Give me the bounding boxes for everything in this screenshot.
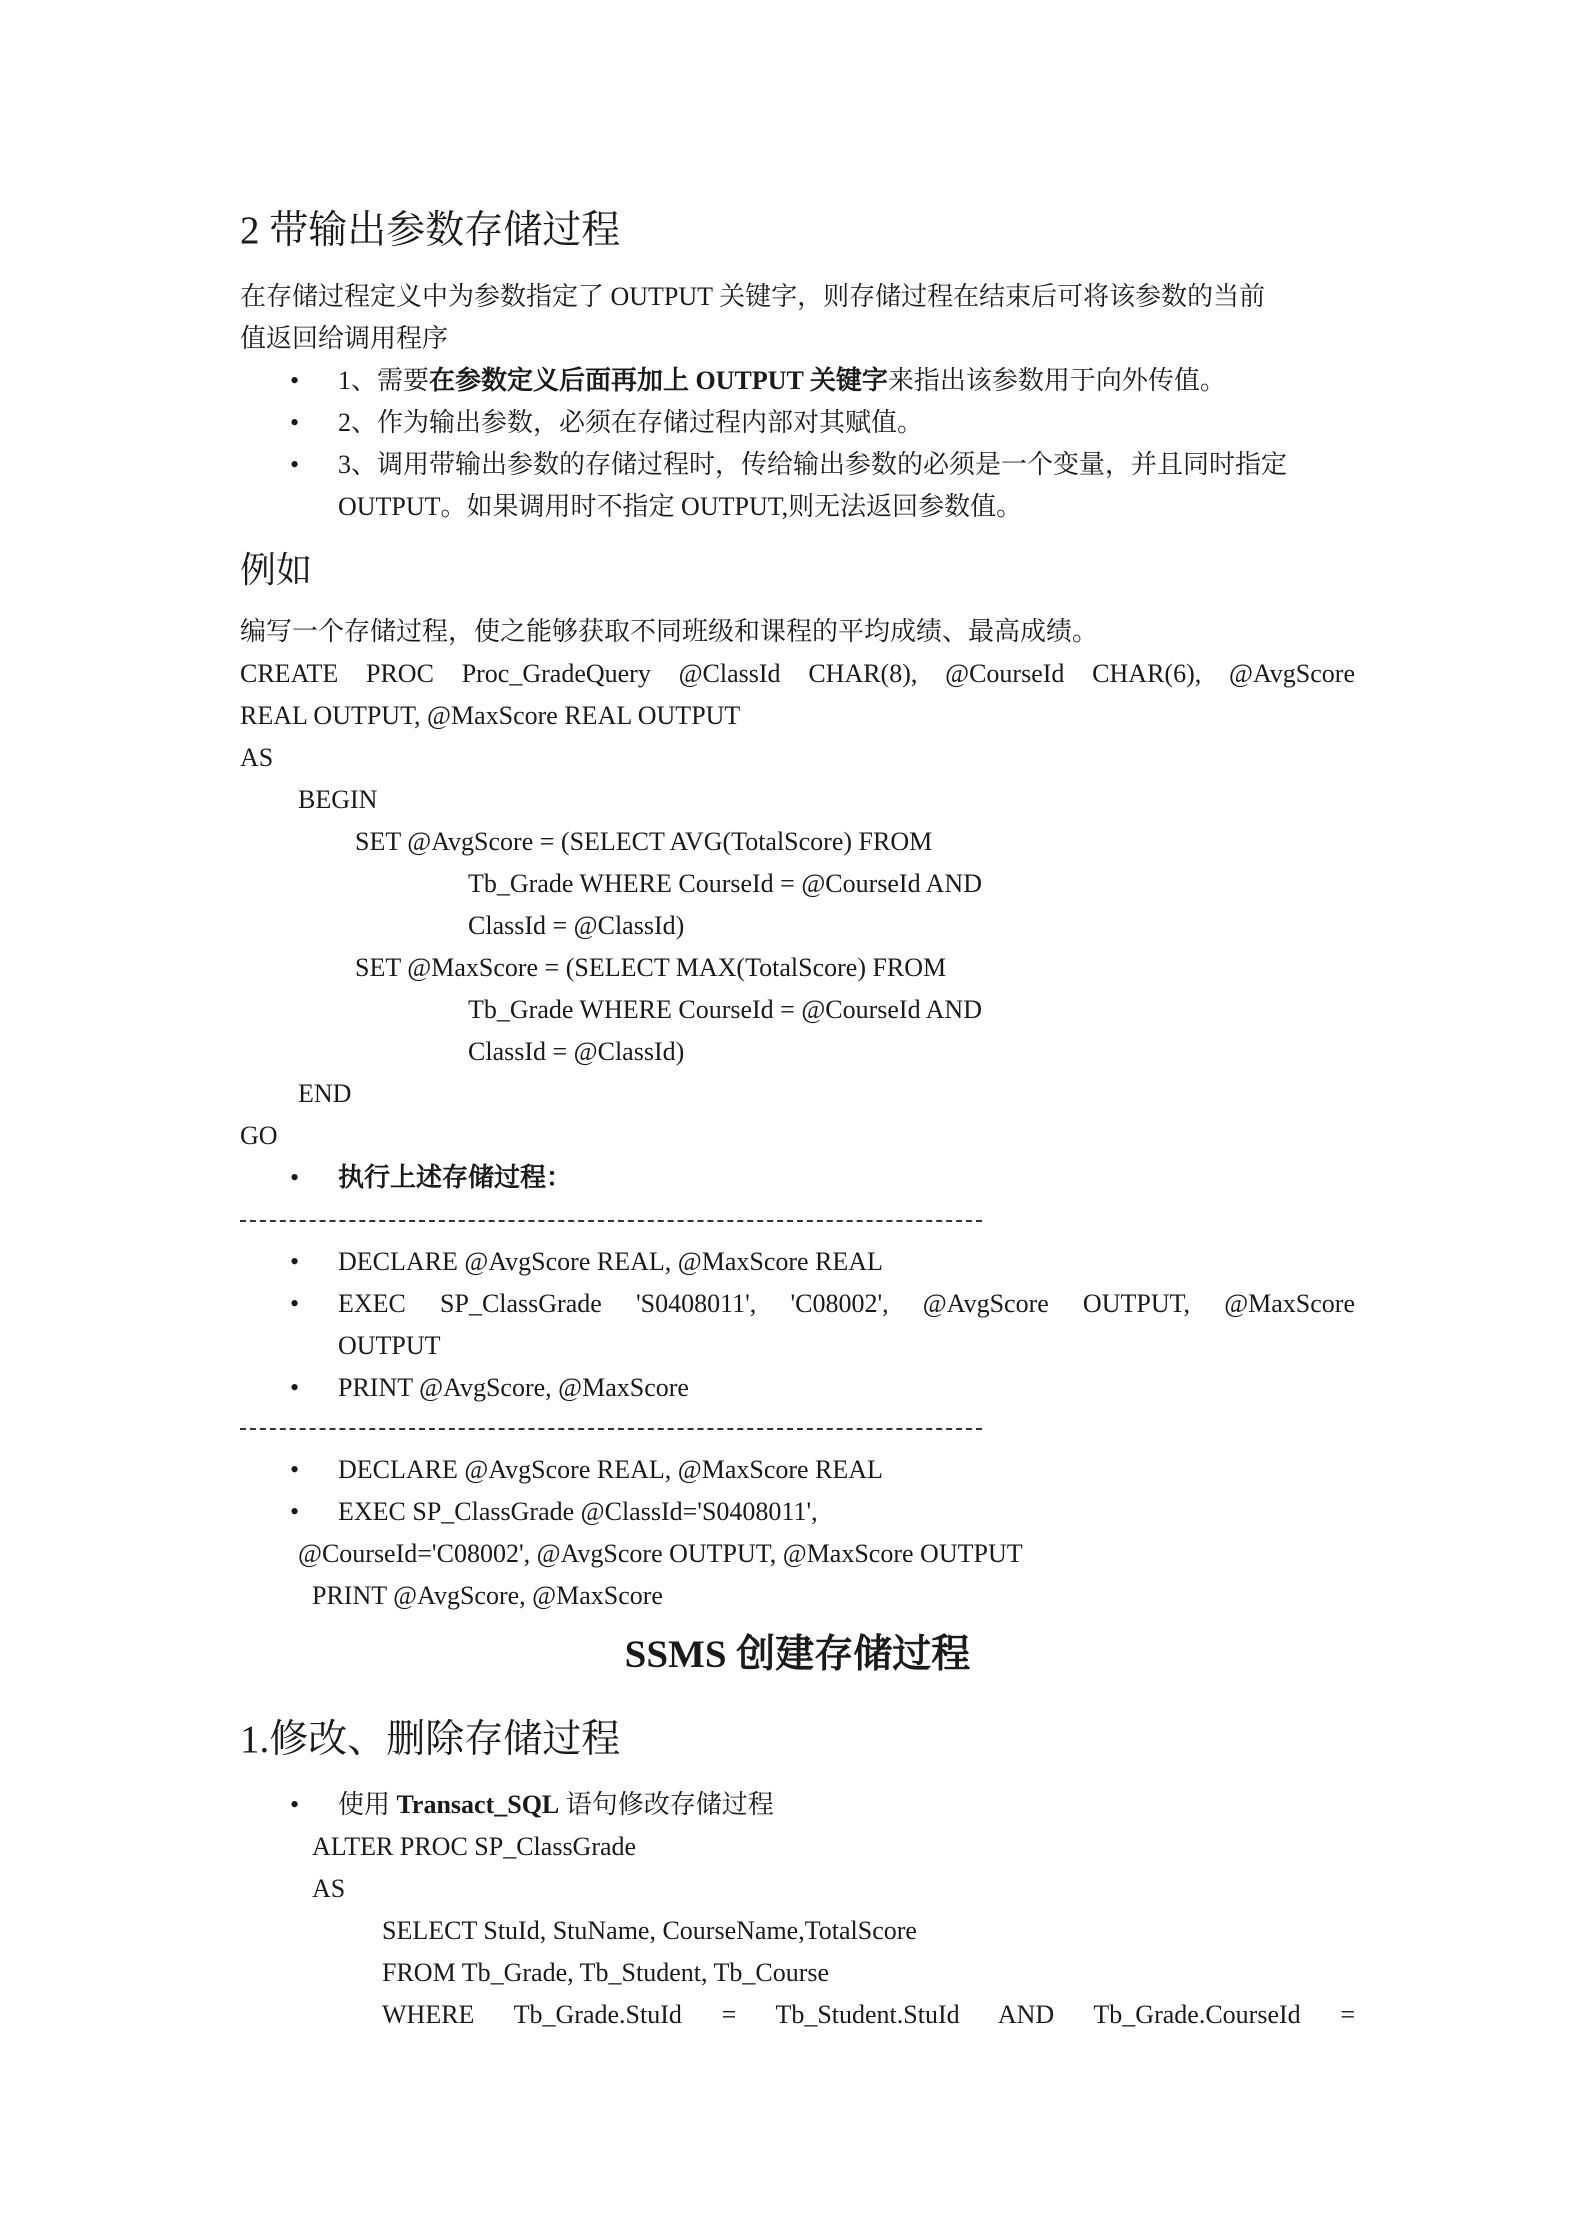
exec-declare-2: DECLARE @AvgScore REAL, @MaxScore REAL (338, 1455, 883, 1484)
code-line-begin: BEGIN (298, 785, 378, 814)
bullet-marker: • (290, 1790, 300, 1819)
code-line-params: REAL OUTPUT, @MaxScore REAL OUTPUT (240, 701, 741, 730)
code-line-tbgrade-2: Tb_Grade WHERE CourseId = @CourseId AND (468, 995, 982, 1024)
code-line-classid-2: ClassId = @ClassId) (468, 1037, 685, 1066)
code-line-set-max: SET @MaxScore = (SELECT MAX(TotalScore) FROM (355, 953, 947, 982)
exec-declare-1: DECLARE @AvgScore REAL, @MaxScore REAL (338, 1247, 883, 1276)
modify-bullet-tail: 语句修改存储过程 (559, 1790, 774, 1819)
code-line-as: AS (240, 743, 274, 772)
exec-call-2-line-1: EXEC SP_ClassGrade @ClassId='S0408011', (338, 1497, 818, 1526)
example-title: 例如 (240, 550, 313, 590)
exec-call-1-line-1: EXEC SP_ClassGrade 'S0408011', 'C08002', @AvgScore OUTPUT, @MaxScore (338, 1289, 1355, 1318)
bullet-item-1-bold: 在参数定义后面再加上 OUTPUT 关键字 (429, 366, 888, 395)
bullet-marker: • (290, 1373, 300, 1402)
exec-print-1: PRINT @AvgScore, @MaxScore (338, 1373, 689, 1402)
modify-code-alter: ALTER PROC SP_ClassGrade (312, 1832, 637, 1861)
intro-line-1: 在存储过程定义中为参数指定了 OUTPUT 关键字，则存储过程在结束后可将该参数的当前 (240, 282, 1266, 311)
code-line-tbgrade-1: Tb_Grade WHERE CourseId = @CourseId AND (468, 869, 982, 898)
dashed-separator (240, 1428, 982, 1430)
section-title-output-params: 2 带输出参数存储过程 (240, 209, 621, 252)
bullet-marker: • (290, 1497, 300, 1526)
modify-bullet-bold: Transact_SQL (396, 1790, 560, 1819)
bullet-marker: • (290, 1455, 300, 1484)
bullet-marker: • (290, 408, 300, 437)
exec-call-2-line-2: @CourseId='C08002', @AvgScore OUTPUT, @MaxScore OUTPUT (298, 1539, 1023, 1568)
exec-print-2: PRINT @AvgScore, @MaxScore (312, 1581, 663, 1610)
exec-call-1-line-2: OUTPUT (338, 1331, 441, 1360)
bullet-item-1-tail: 来指出该参数用于向外传值。 (887, 366, 1226, 395)
bullet-marker: • (290, 1163, 300, 1192)
example-description: 编写一个存储过程，使之能够获取不同班级和课程的平均成绩、最高成绩。 (240, 617, 1099, 646)
bullet-item-1 (338, 364, 1226, 398)
dashed-separator (240, 1220, 982, 1222)
code-line-create: CREATE PROC Proc_GradeQuery @ClassId CHAR(8), @CourseId CHAR(6), @AvgScore (240, 659, 1355, 688)
bullet-marker: • (290, 1289, 300, 1318)
exec-heading: 执行上述存储过程： (338, 1163, 573, 1192)
modify-bullet (338, 1788, 774, 1822)
modify-section-title: 1.修改、删除存储过程 (240, 1718, 621, 1761)
code-line-set-avg: SET @AvgScore = (SELECT AVG(TotalScore) FROM (355, 827, 933, 856)
intro-line-2: 值返回给调用程序 (240, 324, 449, 353)
bullet-item-3-line-2: OUTPUT。如果调用时不指定 OUTPUT,则无法返回参数值。 (338, 492, 1023, 521)
modify-code-select: SELECT StuId, StuName, CourseName,TotalScore (382, 1916, 917, 1945)
modify-code-where: WHERE Tb_Grade.StuId = Tb_Student.StuId AND Tb_Grade.CourseId = (382, 2000, 1355, 2029)
modify-code-as: AS (312, 1874, 346, 1903)
bullet-item-3-line-1: 3、调用带输出参数的存储过程时，传给输出参数的必须是一个变量，并且同时指定 (338, 450, 1288, 479)
bullet-item-1-lead: 1、需要 (338, 366, 430, 395)
code-line-classid-1: ClassId = @ClassId) (468, 911, 685, 940)
bullet-marker: • (290, 366, 300, 395)
modify-bullet-lead: 使用 (338, 1790, 397, 1819)
code-line-go: GO (240, 1121, 278, 1150)
ssms-section-title: SSMS 创建存储过程 (624, 1633, 971, 1676)
bullet-marker: • (290, 450, 300, 479)
bullet-marker: • (290, 1247, 300, 1276)
bullet-item-2: 2、作为输出参数，必须在存储过程内部对其赋值。 (338, 408, 924, 437)
modify-code-from: FROM Tb_Grade, Tb_Student, Tb_Course (382, 1958, 830, 1987)
code-line-end: END (298, 1079, 352, 1108)
